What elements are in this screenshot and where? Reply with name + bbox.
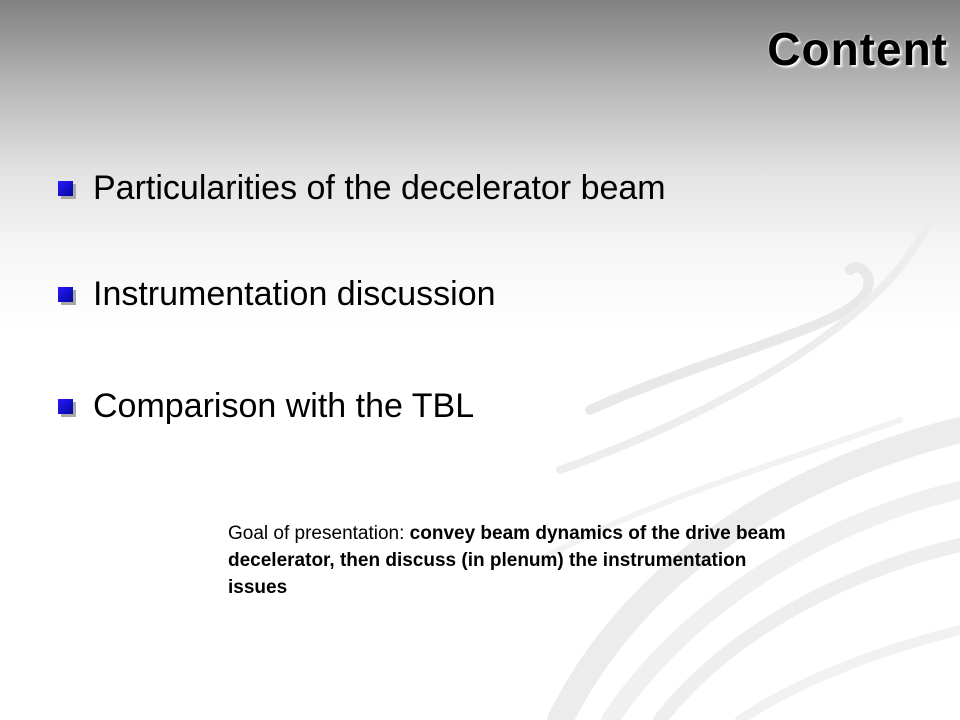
list-item xyxy=(58,386,666,426)
goal-emphasis: convey beam dynamics of the drive beam decelerator, then discuss (in plenum) the instrumentation issues xyxy=(228,523,786,598)
list-item xyxy=(58,168,666,208)
list-item xyxy=(58,274,666,314)
bullet-label: Instrumentation discussion xyxy=(93,274,496,313)
bullet-label: Particularities of the decelerator beam xyxy=(93,168,666,207)
goal-prefix: Goal of presentation: xyxy=(228,523,410,544)
square-bullet-icon xyxy=(58,287,73,302)
square-bullet-icon xyxy=(58,181,73,196)
bullet-label: Comparison with the TBL xyxy=(93,386,475,425)
square-bullet-icon xyxy=(58,399,73,414)
bullet-list xyxy=(58,168,666,492)
goal-note xyxy=(228,520,788,601)
slide-title: Content xyxy=(767,23,948,75)
